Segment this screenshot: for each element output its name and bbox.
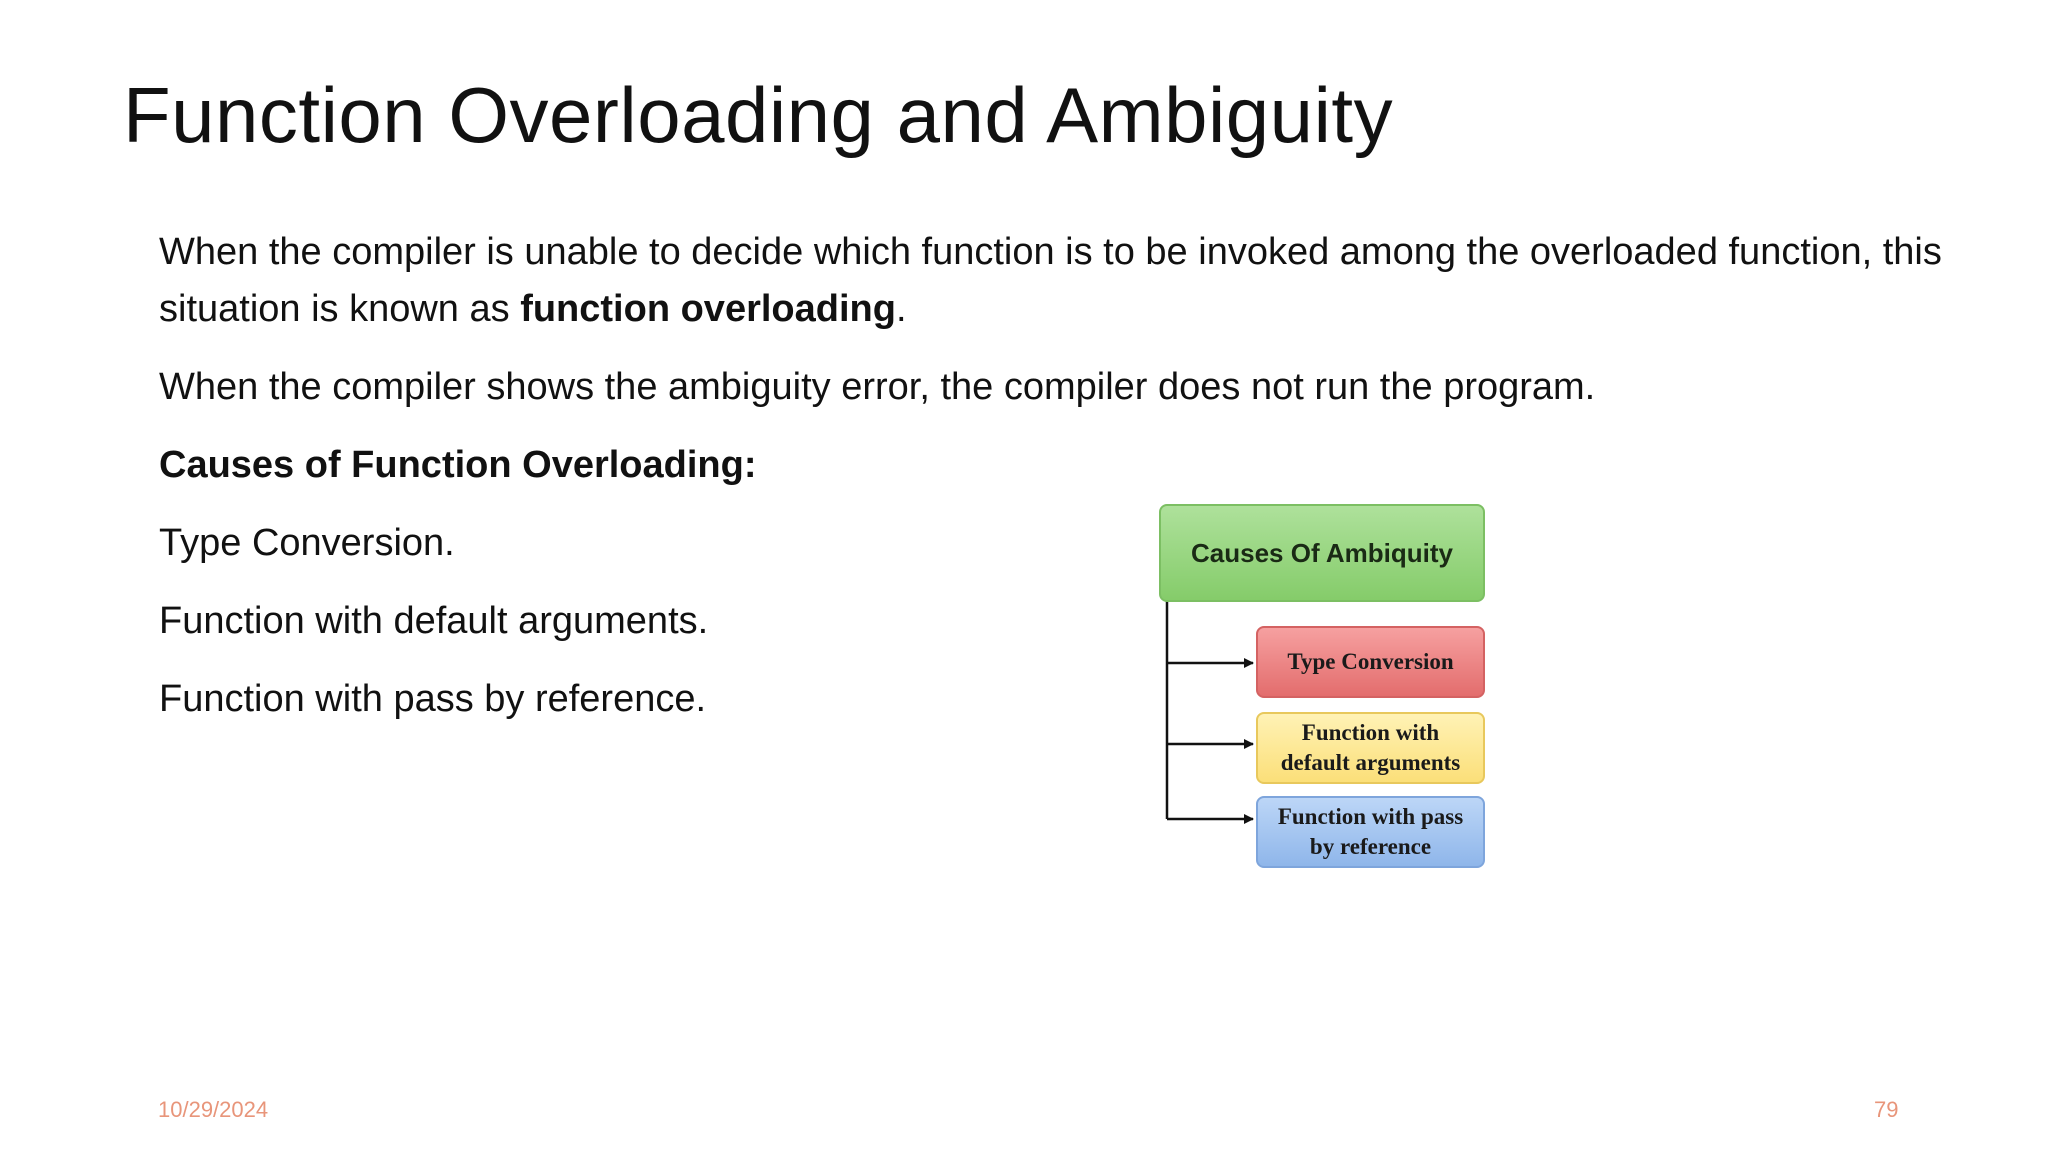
paragraph-definition-bold: function overloading xyxy=(520,288,896,330)
paragraph-definition-end: . xyxy=(895,288,907,330)
cause-item-pass-by-reference: Function with pass by reference. xyxy=(159,678,707,720)
slide-title: Function Overloading and Ambiguity xyxy=(123,71,1394,159)
slide-body xyxy=(159,224,1979,749)
diagram-node-pass-by-reference xyxy=(1256,796,1485,868)
diagram-node-default-arguments-line1: Function with xyxy=(1301,720,1440,745)
diagram-node-default-arguments-line2: default arguments xyxy=(1280,750,1461,775)
causes-heading: Causes of Function Overloading: xyxy=(159,444,757,486)
ambiguity-diagram xyxy=(1145,500,1525,880)
paragraph-error: When the compiler shows the ambiguity error, the compiler does not run the program. xyxy=(159,366,1596,408)
footer-page-number: 79 xyxy=(1874,1097,1899,1122)
diagram-node-pass-by-reference-line1: Function with pass xyxy=(1277,804,1464,829)
diagram-node-type-conversion xyxy=(1256,626,1485,698)
diagram-node-pass-by-reference-line2: by reference xyxy=(1309,834,1432,859)
diagram-root-node xyxy=(1159,504,1485,602)
paragraph-definition-text: When the compiler is unable to decide which function is to be invoked among the overloaded function, this situation is known as xyxy=(159,231,1942,330)
cause-item-default-arguments: Function with default arguments. xyxy=(159,600,709,642)
diagram-node-type-conversion-label: Type Conversion xyxy=(1287,649,1454,674)
diagram-root-label: Causes Of Ambiquity xyxy=(1191,537,1453,568)
cause-item-type-conversion: Type Conversion. xyxy=(159,522,455,564)
diagram-node-default-arguments xyxy=(1256,712,1485,784)
paragraph-definition xyxy=(159,224,1979,338)
footer-date: 10/29/2024 xyxy=(158,1097,269,1122)
